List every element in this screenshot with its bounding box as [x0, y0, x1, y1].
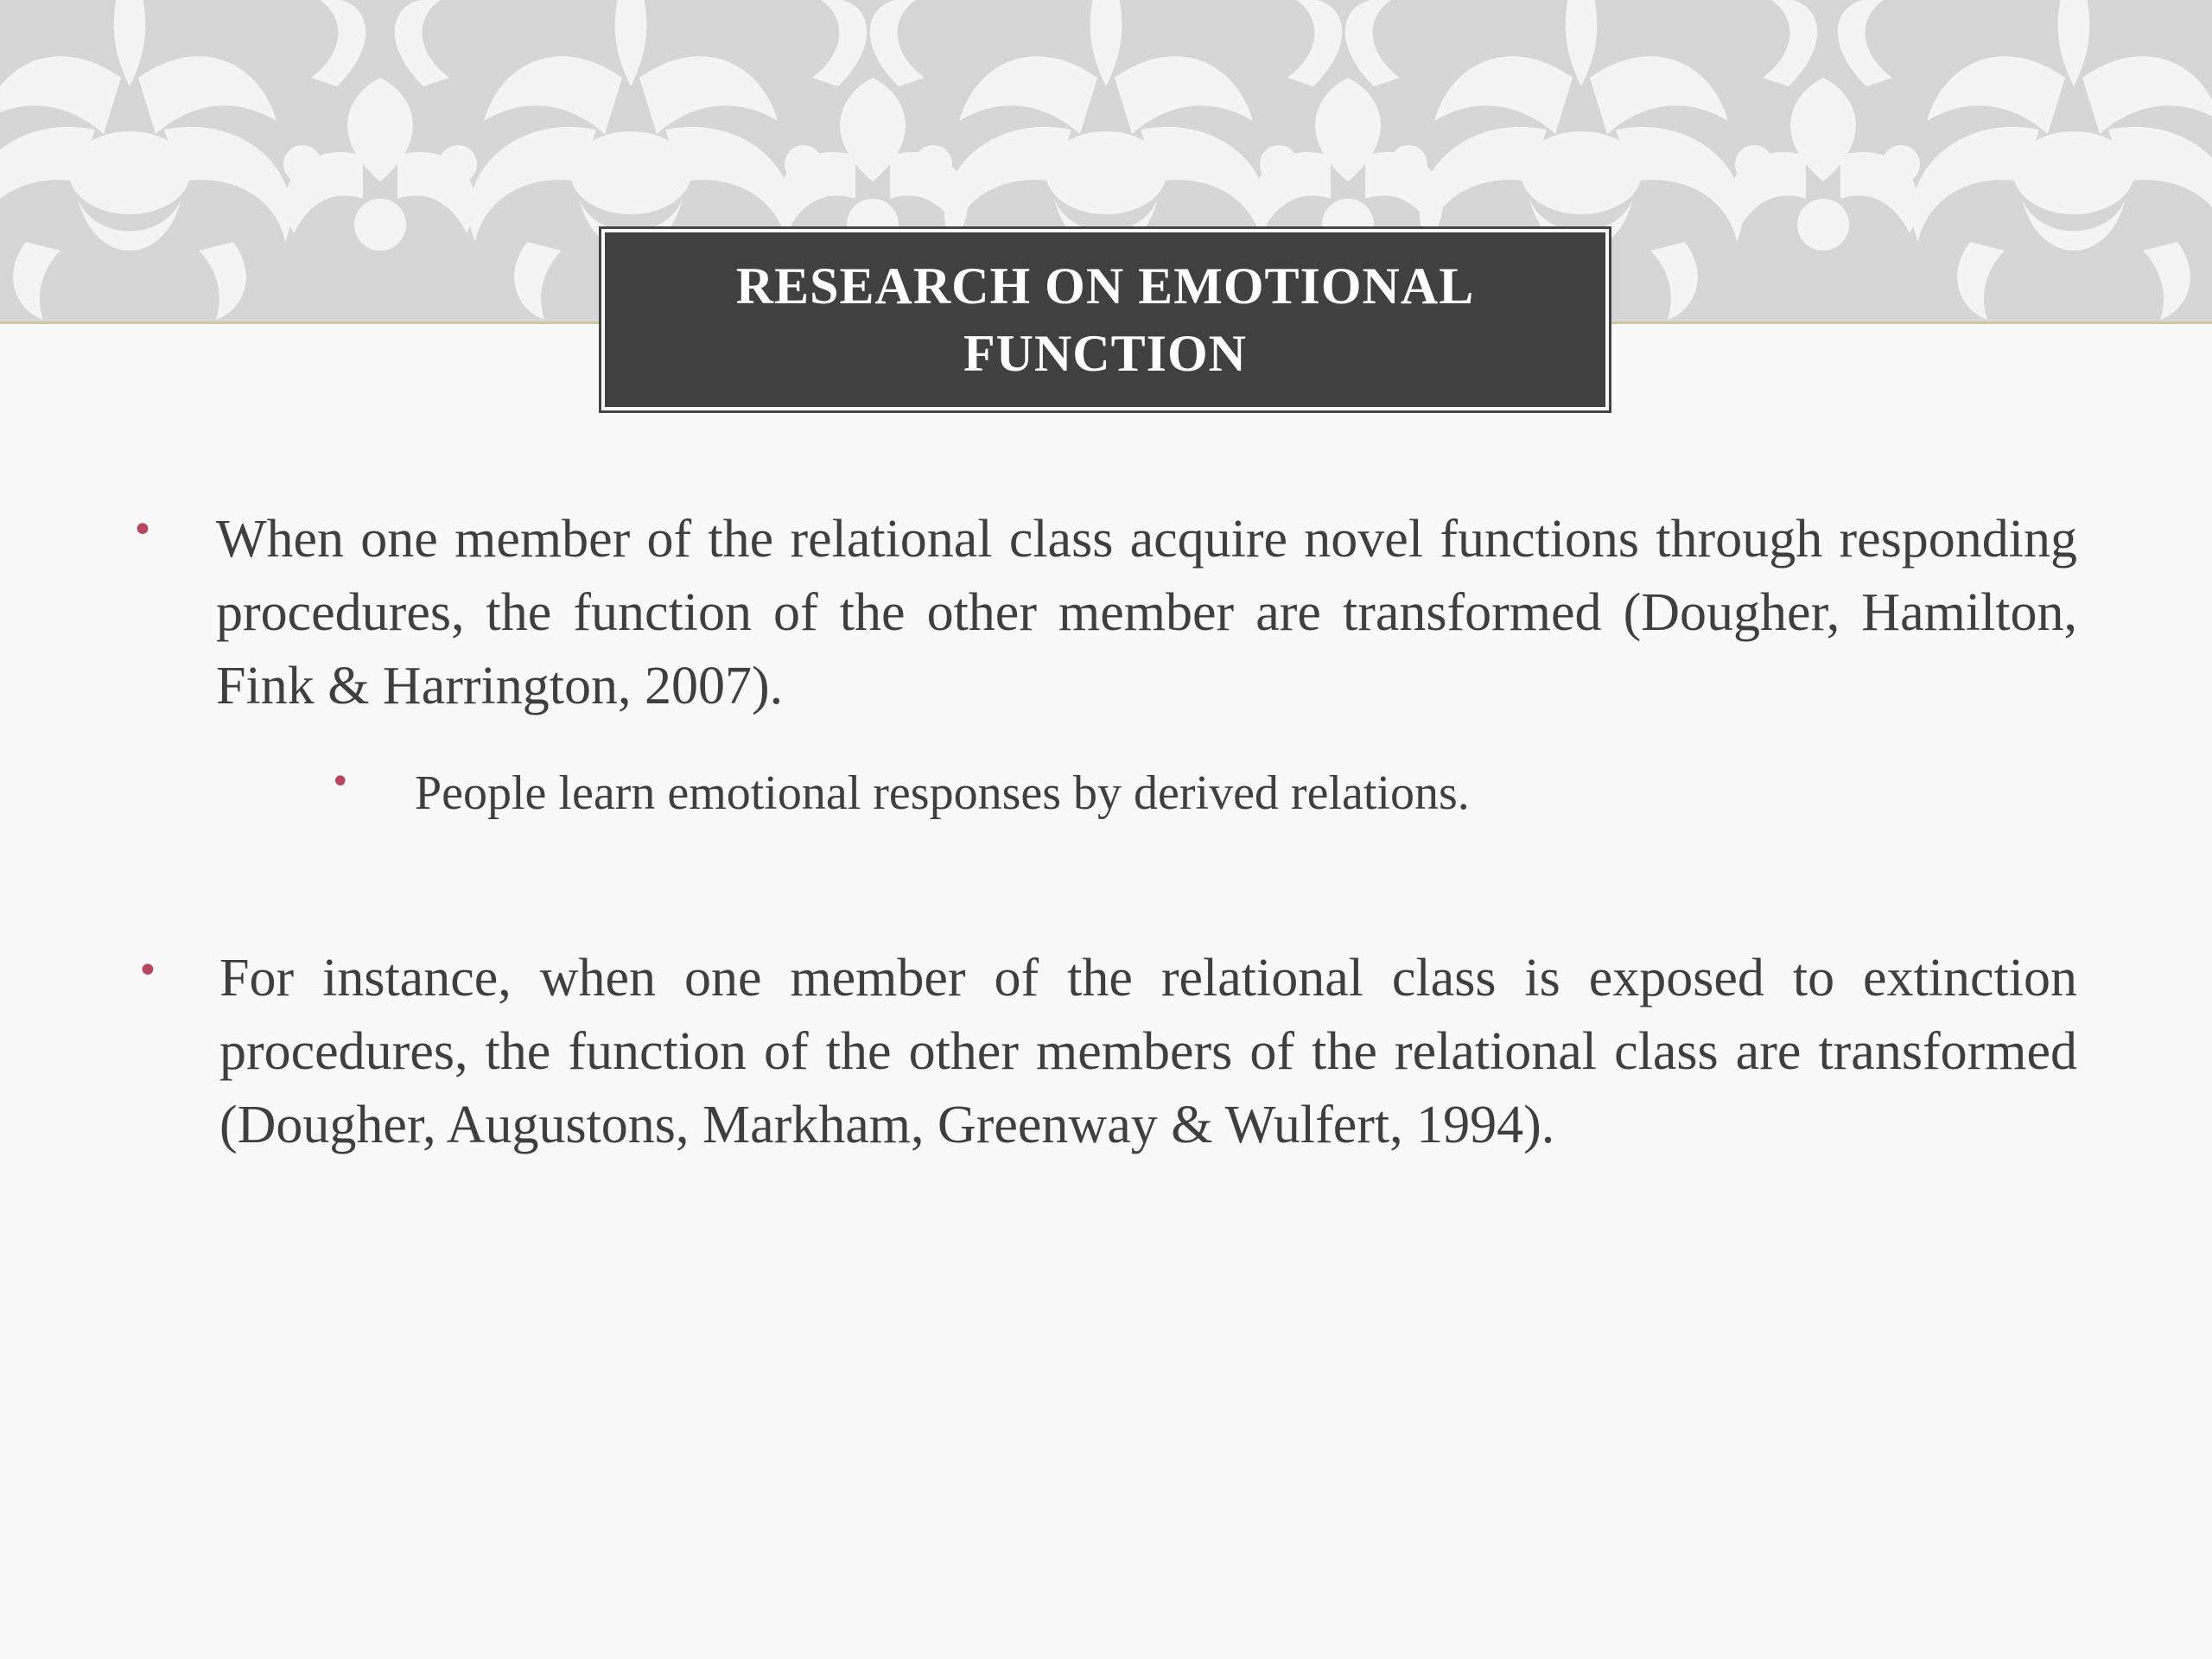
bullet-marker: • [131, 508, 154, 552]
bullet-marker: • [137, 949, 159, 993]
bullet-text: When one member of the relational class acquire novel functions through responding procedures, the function of the other member are transformed (Dougher, Hamilton, Fink & Harrington, 2007). [216, 510, 2077, 715]
bullet-text: For instance, when one member of the relational class is exposed to extinction procedures, the function of the other members of the relational class are transformed (Dougher, Augustons, Markham, Greenway & Wulfert, 1994). [219, 949, 2077, 1154]
slide-title: RESEARCH ON EMOTIONAL FUNCTION [735, 257, 1475, 382]
sub-bullet-marker: • [330, 762, 351, 802]
sub-bullet-text: People learn emotional responses by derived relations. [415, 766, 1470, 820]
title-frame [599, 226, 1611, 413]
title-box [605, 232, 1605, 407]
